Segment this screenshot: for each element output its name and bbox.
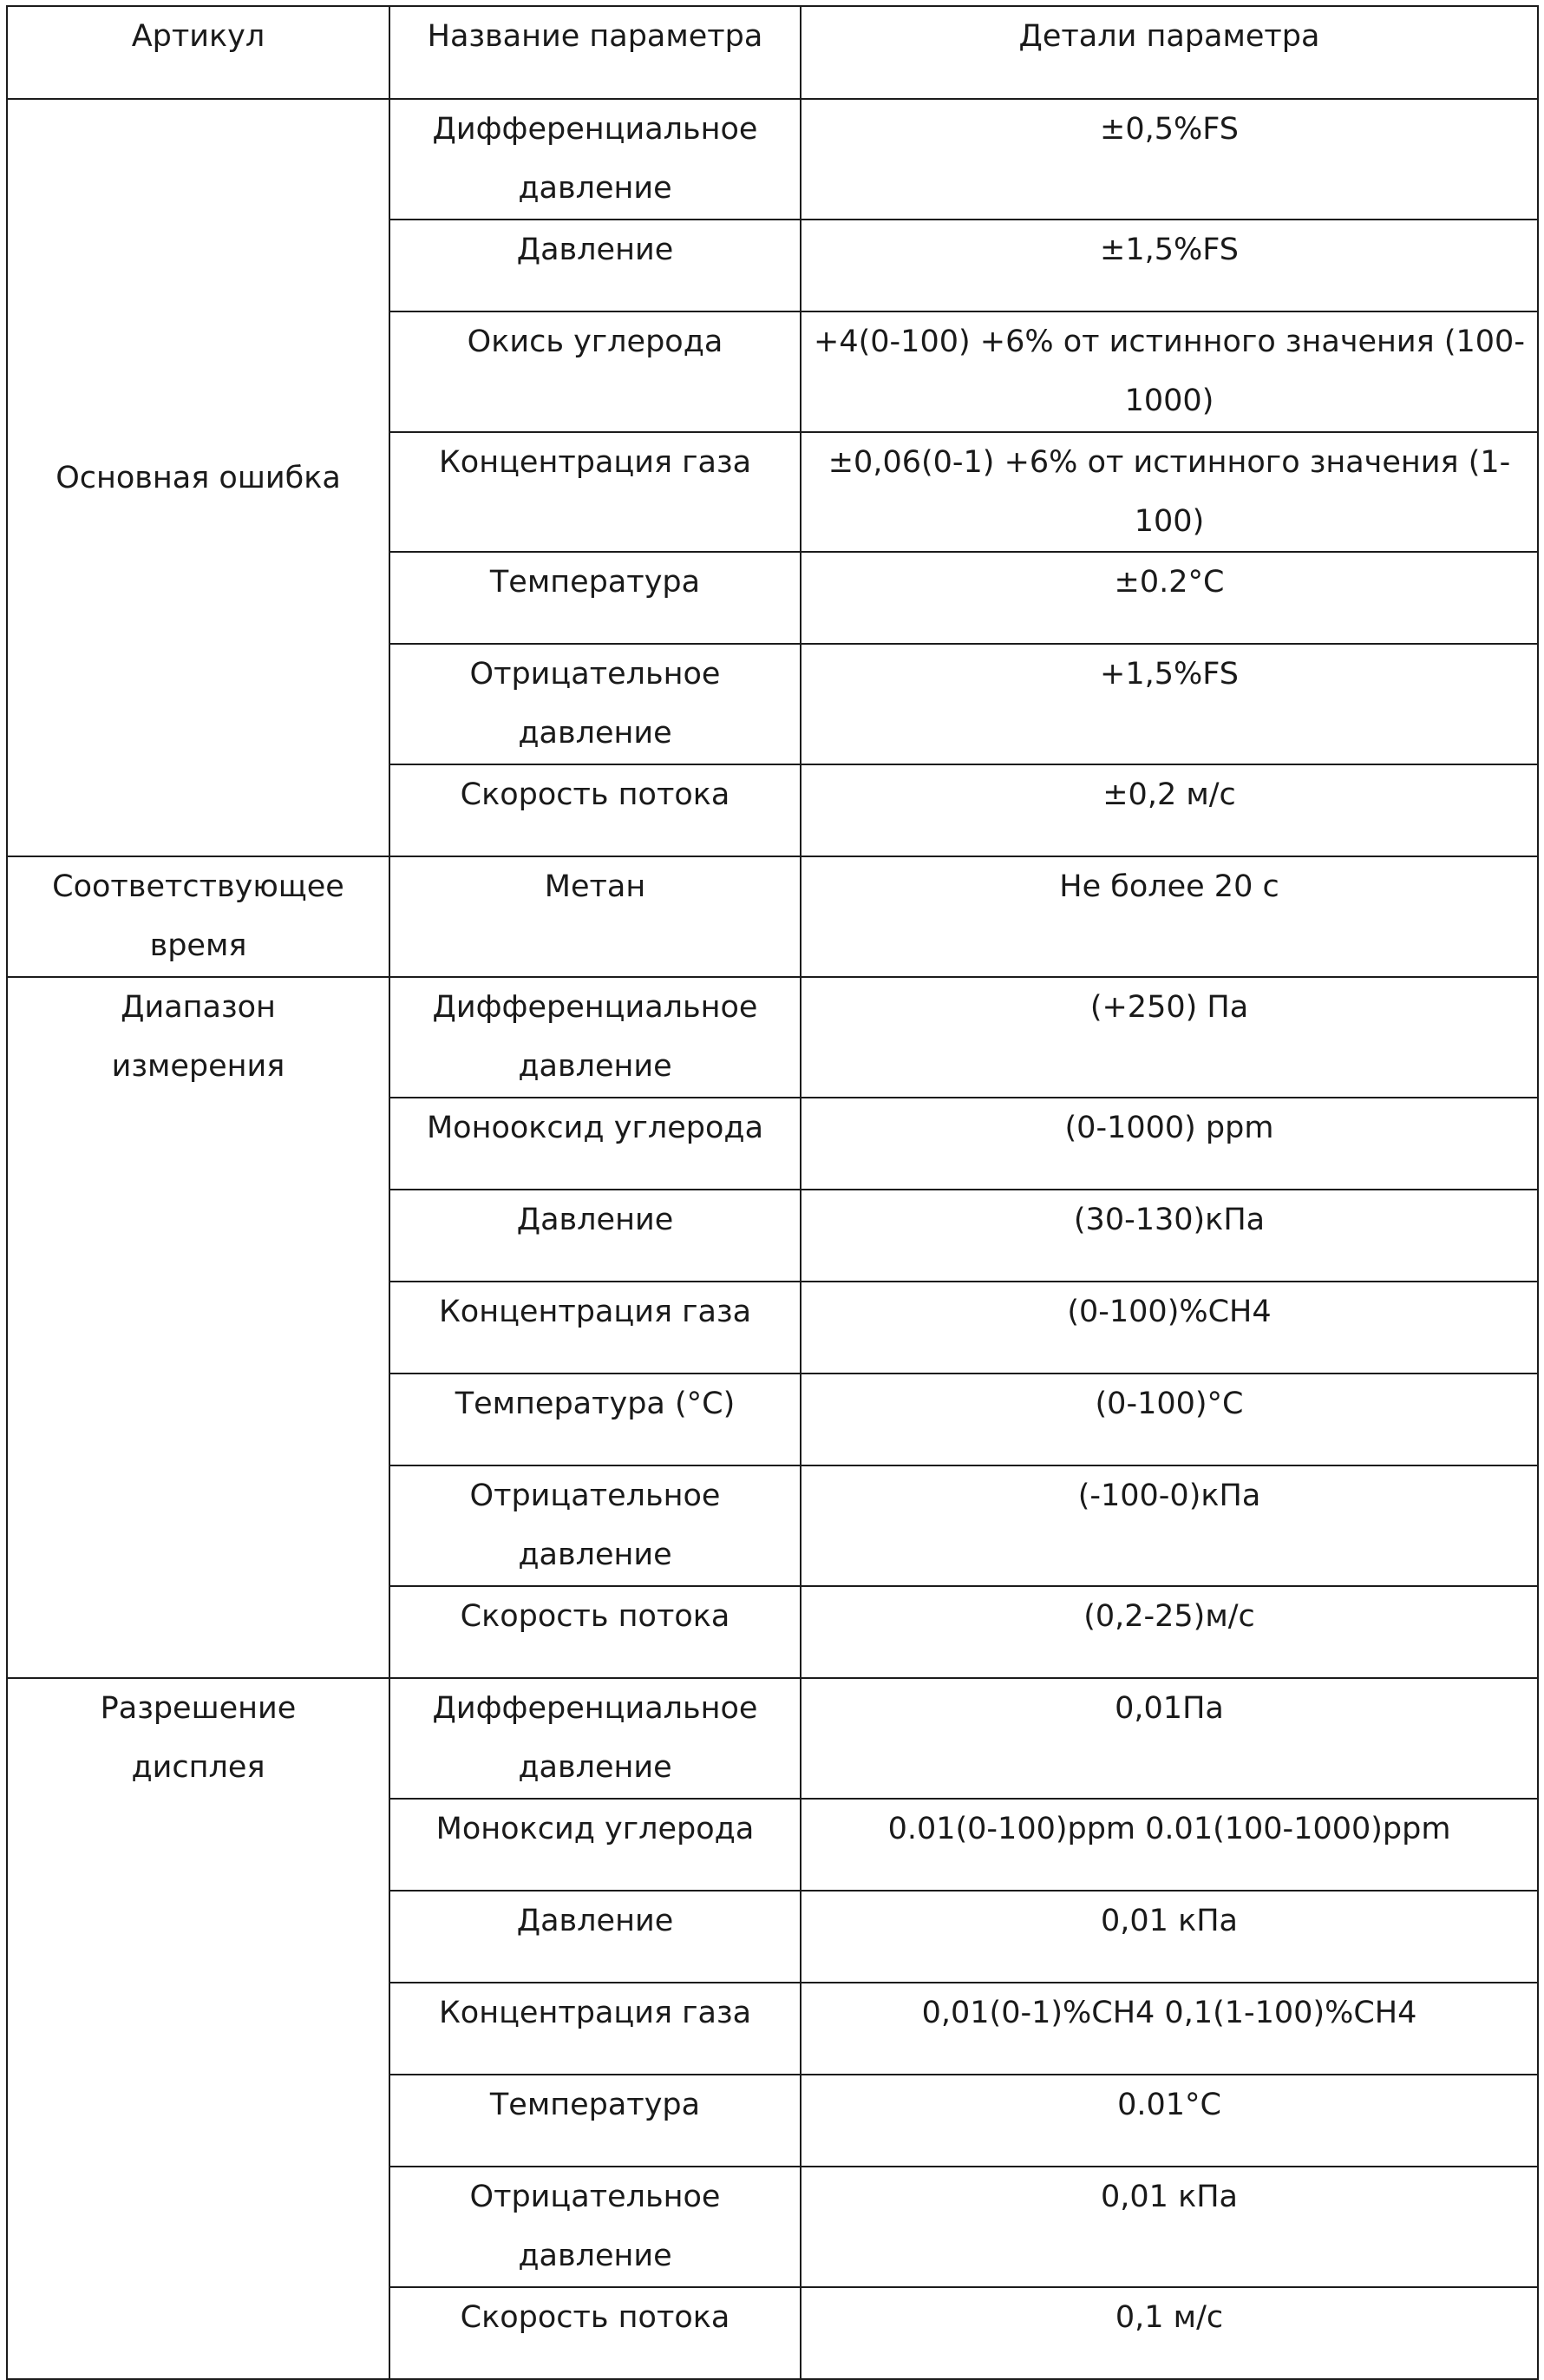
parameter-detail: 0.01(0-100)ppm 0.01(100-1000)ppm [801,1799,1538,1891]
parameter-detail: 0,01 кПа [801,1891,1538,1983]
table-row [7,977,1538,1098]
parameter-detail: (0,2-25)м/с [801,1586,1538,1678]
header-item: Артикул [7,6,389,99]
parameter-detail: ±0,06(0-1) +6% от истинного значения (1-100) [801,432,1538,552]
parameter-detail: (0-100)°С [801,1374,1538,1465]
parameter-detail: 0,1 м/с [801,2287,1538,2379]
group-item-measurement-range: Диапазон измерения [7,977,389,1678]
table-row [7,99,1538,220]
parameter-detail: Не более 20 с [801,856,1538,977]
group-item-response-time: Соответствующее время [7,856,389,977]
parameter-name: Температура (°C) [389,1374,801,1465]
parameter-detail: 0,01 кПа [801,2167,1538,2287]
parameter-detail: (0-100)%CH4 [801,1282,1538,1374]
parameter-name: Отрицательное давление [389,1465,801,1586]
parameter-name: Дифференциальное давление [389,977,801,1098]
parameter-detail: ±0,5%FS [801,99,1538,220]
header-parameter-name: Название параметра [389,6,801,99]
parameter-name: Температура [389,2075,801,2167]
parameters-table [6,5,1539,2380]
parameter-name: Скорость потока [389,2287,801,2379]
parameter-detail: +4(0-100) +6% от истинного значения (100-1000) [801,311,1538,432]
parameter-name: Дифференциальное давление [389,1678,801,1799]
parameter-detail: (-100-0)кПа [801,1465,1538,1586]
parameter-name: Метан [389,856,801,977]
parameter-detail: 0.01°C [801,2075,1538,2167]
parameter-name: Давление [389,1891,801,1983]
parameter-name: Окись углерода [389,311,801,432]
parameter-name: Скорость потока [389,764,801,856]
group-item-basic-error: Основная ошибка [7,99,389,856]
parameter-detail: 0,01Па [801,1678,1538,1799]
parameter-name: Концентрация газа [389,1983,801,2075]
parameter-detail: ±0,2 м/с [801,764,1538,856]
parameter-name: Давление [389,1190,801,1282]
header-parameter-details: Детали параметра [801,6,1538,99]
parameter-detail: ±1,5%FS [801,220,1538,311]
group-item-display-resolution: Разрешение дисплея [7,1678,389,2379]
parameter-detail: ±0.2°С [801,552,1538,644]
parameter-name: Отрицательное давление [389,644,801,764]
parameter-name: Давление [389,220,801,311]
parameter-name: Концентрация газа [389,432,801,552]
parameter-detail: (0-1000) ppm [801,1098,1538,1190]
table-header-row [7,6,1538,99]
parameter-detail: (30-130)кПа [801,1190,1538,1282]
parameter-detail: +1,5%FS [801,644,1538,764]
parameter-name: Отрицательное давление [389,2167,801,2287]
parameter-name: Монооксид углерода [389,1098,801,1190]
parameter-name: Моноксид углерода [389,1799,801,1891]
table-row [7,856,1538,977]
parameter-name: Скорость потока [389,1586,801,1678]
parameter-name: Дифференциальное давление [389,99,801,220]
table-row [7,1678,1538,1799]
parameter-name: Температура [389,552,801,644]
parameter-detail: (+250) Па [801,977,1538,1098]
parameter-name: Концентрация газа [389,1282,801,1374]
parameter-detail: 0,01(0-1)%CH4 0,1(1-100)%CH4 [801,1983,1538,2075]
